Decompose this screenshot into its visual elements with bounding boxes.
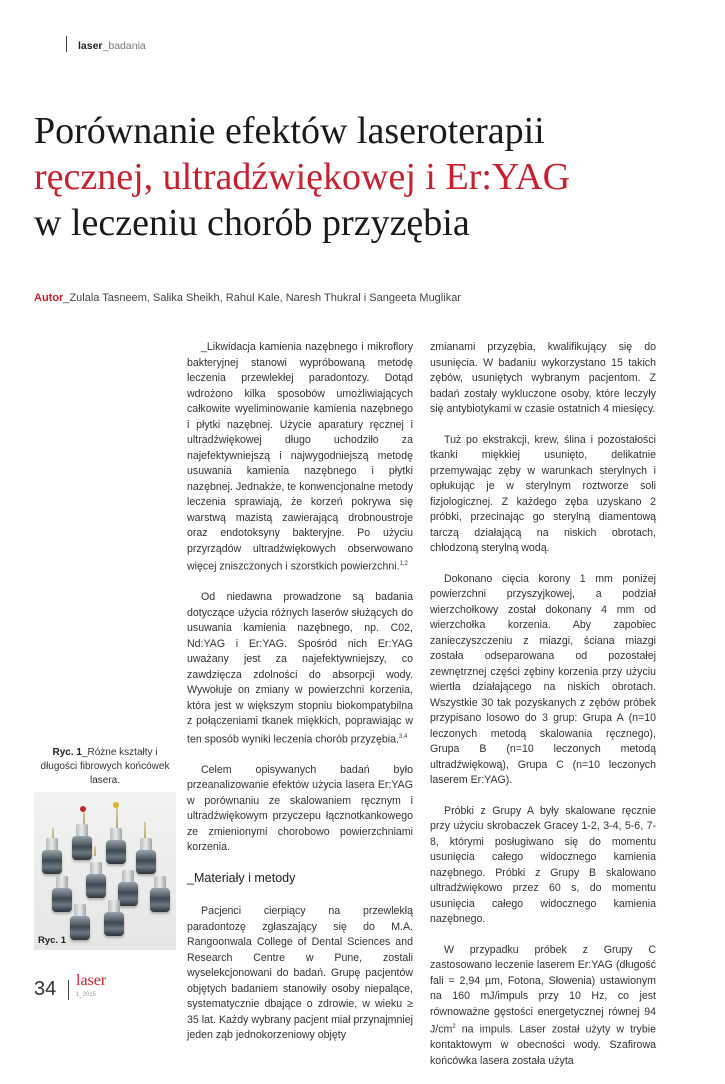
running-header	[78, 40, 146, 52]
caption-label: Ryc. 1	[52, 747, 82, 758]
author-line	[34, 292, 461, 304]
author-label: Autor	[34, 292, 64, 304]
section-heading: _Materiały i metody	[187, 870, 296, 885]
text-column-2	[430, 340, 656, 1084]
paragraph: Próbki z Grupy A były skalowane ręcznie przy użyciu skrobaczek Gracey 1-2, 3-4, 5-6, 7-8, którymi posługiwano się do momentu usunięcia całego widocznego kamienia nazębnego. Próbki z Grupy B skalowano ultradźwiękowo przez 60 s, do momentu usunięcia całego widocznego kamienia nazębnego.	[430, 804, 656, 925]
header-divider	[66, 36, 67, 52]
author-names: _Zulala Tasneem, Salika Sheikh, Rahul Kale, Naresh Thukral i Sangeeta Muglikar	[63, 292, 461, 304]
laser-tips-photo	[34, 792, 176, 950]
footer-divider	[68, 980, 69, 1000]
title-line-1: Porównanie efektów laseroterapii	[34, 110, 545, 152]
article-title	[34, 108, 694, 246]
paragraph: Tuż po ekstrakcji, krew, ślina i pozostałości tkanki miękkiej usunięto, delikatnie przemywając zęby w warunkach sterylnych i opłukując je w sterylnym roztworze soli fizjologicznej. Z każdego zęba uzyskano 2 próbki, przecinając go sterylną diamentową tarczą działającą na niskich obrotach, chłodzoną sterylną wodą.	[430, 433, 656, 554]
title-line-3: w leczeniu chorób przyzębia	[34, 202, 470, 244]
paragraph: Celem opisywanych badań było przeanalizowanie efektów użycia lasera Er:YAG w porównaniu ze skalowaniem ręcznym i ultradźwiękowym przyczepu łącznotkankowego ze zmienionymi chorobowo powierzchniami korzenia.	[187, 763, 413, 854]
header-section: laser	[78, 40, 103, 52]
figure-caption	[34, 746, 176, 788]
title-line-2: ręcznej, ultradźwiękowej i Er:YAG	[34, 156, 571, 198]
page-number: 34	[34, 978, 57, 1000]
figure-label: Ryc. 1	[38, 935, 66, 946]
paragraph: zmianami przyzębia, kwalifikujący się do usunięcia. W badaniu wykorzystano 15 takich zębów, usuniętych wybranym pacjentom. Z badań zostały wykluczone osoby, które leczyły się antybiotykami w czasie ostatnich 4 miesięcy.	[430, 341, 656, 415]
paragraph: W przypadku próbek z Grupy C zastosowano leczenie laserem Er:YAG (długość fali = 2,94 µm, Fotona, Słowenia) ustawionym na 160 mJ/impuls przy 10 Hz, co jest równoważne gęstości energetycznej równej 94 $J/cm^2$ na impuls. Laser został użyty w trybie kontaktowym w obecności wody. Szafirowa końcówka lasera została użyta	[430, 943, 656, 1067]
issue-label: 1_2015	[76, 992, 97, 998]
caption-text: _Różne kształty i długości fibrowych końcówek lasera.	[40, 747, 170, 786]
paragraph: Od niedawna prowadzone są badania dotyczące użycia różnych laserów służących do usuwania kamienia nazębnego, np. C02, Nd:YAG i Er:YAG. Spośród nich Er:YAG uważany jest za najefektywniejszy, co zawdzięcza zdolności do absorpcji wody. Wywołuje on zmiany w powierzchni korzenia, która jest w większym stopniu biokompatybilna z połączeniami tkanek miękkich, poprawiając w ten sposób wyniki leczenia chorób przyzębia.$^{3,4}$	[187, 591, 413, 746]
paragraph: Pacjenci cierpiący na przewlekłą paradontozę zgłaszający się do M.A. Rangoonwala College of Dental Sciences and Research Centre w Pune, zostali wyselekcjonowani do badań. Grupę pacjentów objętych badaniem stanowiły osoby niepalące, systematycznie dbające o zdrowie, w wieku ≥ 35 lat. Każdy wybrany pacjent miał przynajmniej jeden ząb jednokorzeniowy objęty	[187, 905, 413, 1042]
header-subsection: _badania	[102, 40, 146, 52]
paragraph: Dokonano cięcia korony 1 mm poniżej powierzchni przyszyjkowej, a podział wierzchołkowy został dokonany 4 mm od wierzchołka korzenia. Aby zapobiec zanieczyszczeniu z miazgi, ściana miazgi została odseparowana od pozostałej zewnętrznej części zębiny korzenia przy użyciu wiertła działającego na niskich obrotach. Wszystkie 30 tak pozyskanych z zębów próbek przypisano losowo do 3 grup: Grupa A (n=10 leczonych metodą skalowania ręcznego), Grupa B (n=10 leczonych metodą ultradźwiękową), Grupa C (n=10 leczonych laserem Er:YAG).	[430, 572, 656, 786]
paragraph: _Likwidacja kamienia nazębnego i mikroflory bakteryjnej stanowi wypróbowaną metodę leczenia przewlekłej paradontozy. Dotąd wdrożono kilka sposobów umożliwiających całkowite wyeliminowanie kamienia nazębnego i płytki nazębnej. Użycie aparatury ręcznej i ultradźwiękowej długo uchodziło za najefektywniejszą i najwygodniejszą metodę usuwania kamienia nazębnego i płytki nazębnej. Jednakże, te konwencjonalne metody leczenia sprawiają, że korzeń pokrywa się warstwą mazistą zawierającą drobnoustroje oraz endotoksyny bakteryjne. Po użyciu przyrządów ultradźwiękowych obserwowano więcej zniszczonych i szorstkich powierzchni.$^{1,2}$	[187, 341, 413, 573]
text-column-1	[187, 340, 413, 1059]
magazine-logo: laser	[76, 972, 107, 989]
